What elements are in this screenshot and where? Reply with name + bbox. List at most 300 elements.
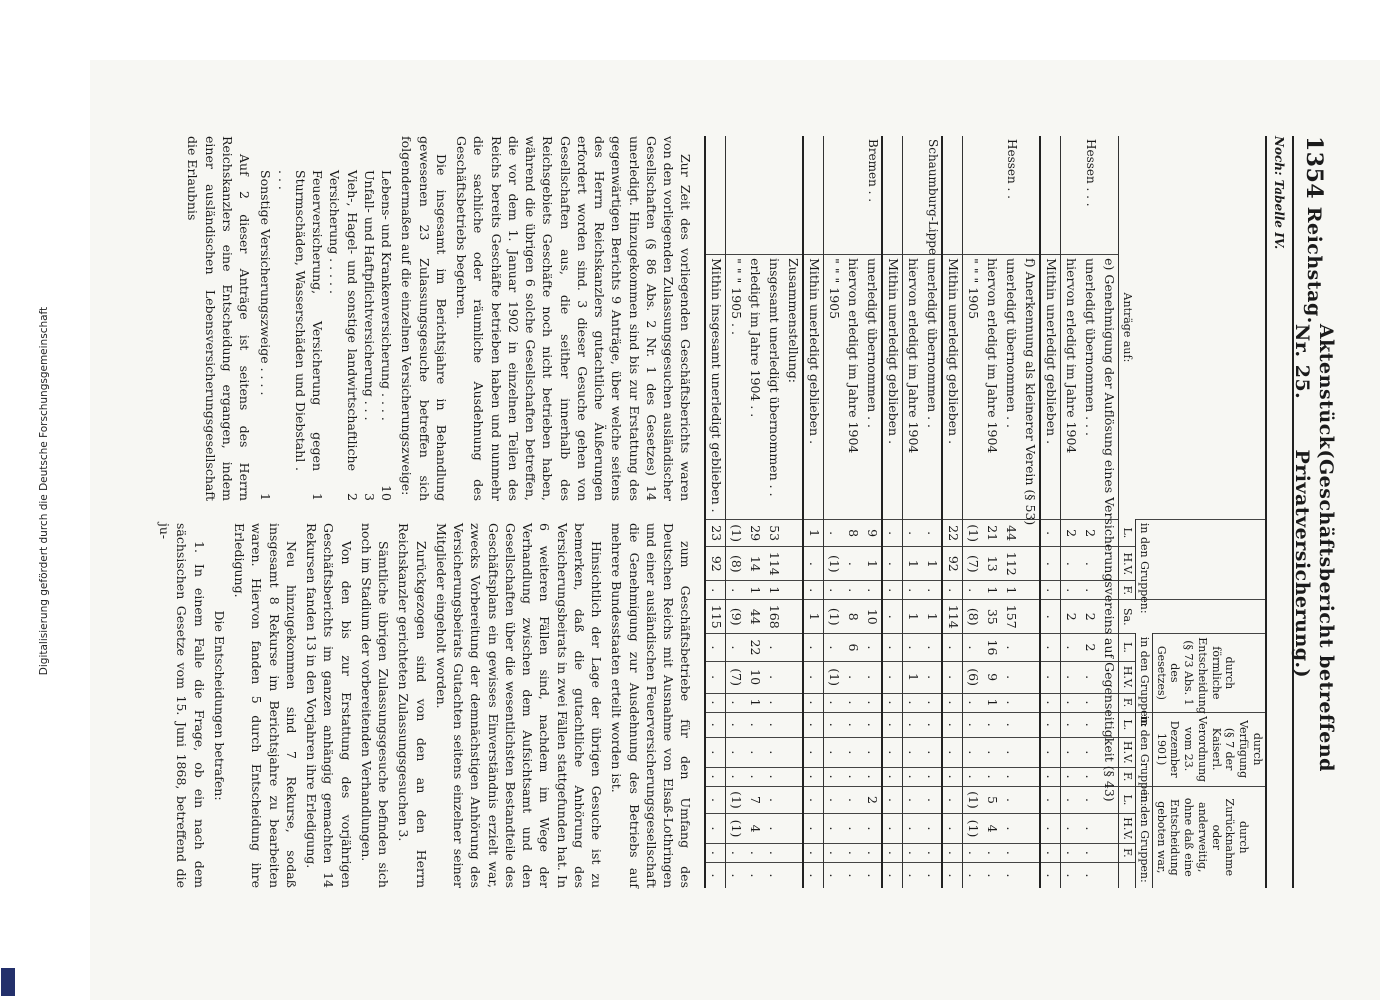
sub-label-extra [1119,862,1136,888]
value-cell: . [1041,786,1062,814]
paragraph: Neu hinzugekommen sind 7 Rekurse, sodaß insgesamt 8 Rekurse im Berichtsjahre zu bearbeiten waren. Hiervon fanden 5 durch Entscheidung ihre Erledigung. [232,523,299,888]
state-cell [943,136,964,255]
state-cell [726,136,746,255]
value-cell: . [1081,843,1100,862]
value-cell: . [706,712,727,737]
value-cell: . [844,547,863,581]
value-cell [784,661,804,693]
value-cell: . [726,862,746,888]
value-cell: . [1002,862,1021,888]
state-cell [824,136,844,255]
value-cell: . [943,712,964,737]
dfg-logo [1,968,15,996]
value-cell: 115 [706,600,727,634]
value-cell: 9 [983,661,1002,693]
value-cell: . [844,786,863,814]
value-cell: . [824,843,844,862]
value-cell: . [983,843,1002,862]
state-cell [963,136,983,255]
value-cell: 1 [804,600,825,634]
value-cell [784,634,804,662]
row-label: hiervon erledigt im Jahre 1904 [903,255,923,520]
value-cell: . [883,738,904,768]
value-cell: . [903,581,923,600]
value-cell: . [883,634,904,662]
value-cell: (9) [726,600,746,634]
col-group-main: in den Gruppen: [1136,519,1266,599]
value-cell: . [1041,767,1062,786]
table-body [706,136,1120,888]
value-cell: . [1002,712,1021,737]
value-cell: 1 [903,547,923,581]
value-cell: . [1081,738,1100,768]
row-label: hiervon erledigt im Jahre 1904 [1061,255,1081,520]
value-cell: . [824,712,844,737]
value-cell [784,712,804,737]
sub-label: F. [1119,767,1136,786]
value-cell: . [863,712,883,737]
value-cell: . [1081,767,1100,786]
value-cell: . [765,814,784,844]
state-cell [1021,136,1041,255]
table-row [726,136,746,888]
value-cell: . [943,767,964,786]
value-cell: . [1002,738,1021,768]
value-cell: . [706,634,727,662]
value-cell: . [824,862,844,888]
sub-label: H.V. [1119,814,1136,844]
paragraph: Hinsichtlich der Lage der übrigen Gesuche ist zu bemerken, daß die gutachtliche Anhörung des Versicherungsbeirats in zwei Fällen stattgefunden hat. In 6 weiteren Fällen sind, nachdem im Wege der Verhandlung zwischen dem Aufsichtsamt und den Gesellschaften über die wesentlichsten Bestandteile des Geschäftsplans ein gewisses Einverständnis erzielt war, zwecks Vorbereitung der demnächstigen Anhörung des Versicherungsbeirats Gutachten seitens einzelner seiner Mitglieder eingeholt worden. [434,523,605,888]
value-cell: . [804,547,825,581]
value-cell: 114 [765,547,784,581]
value-cell: . [1002,693,1021,712]
sub-label: H.V. [1119,661,1136,693]
sub-label: H.V. [1119,547,1136,581]
sub-label: H.V. [1119,738,1136,768]
state-cell [706,136,727,255]
value-cell: . [1002,814,1021,844]
value-cell: . [863,843,883,862]
value-cell: 44 [1002,519,1021,547]
value-cell: . [1081,581,1100,600]
value-cell: . [804,581,825,600]
value-cell [784,519,804,547]
value-cell: . [883,862,904,888]
table-row [804,136,825,888]
value-cell: 44 [746,600,765,634]
paragraph: 1. In einem Falle die Frage, ob ein nach dem sächsischen Gesetze vom 15. Juni 1868, betreffend die ju- [157,523,207,888]
value-cell: . [923,843,943,862]
value-cell: . [903,767,923,786]
value-cell [1021,814,1041,844]
row-label: " " " 1905 [824,255,844,520]
row-label: hiervon erledigt im Jahre 1904 [844,255,863,520]
value-cell: . [883,547,904,581]
value-cell: 7 [746,786,765,814]
value-cell [1021,712,1041,737]
value-cell: . [844,693,863,712]
value-cell: . [844,661,863,693]
value-cell [1021,547,1041,581]
value-cell: . [863,693,883,712]
value-cell: . [1061,767,1081,786]
value-cell: 2 [1061,519,1081,547]
value-cell: 1 [746,693,765,712]
value-cell: 112 [1002,547,1021,581]
row-label: Zusammenstellung: [784,255,804,520]
value-cell: . [706,738,727,768]
value-cell: . [883,519,904,547]
table-row [943,136,964,888]
value-cell: (1) [726,519,746,547]
value-cell: . [863,862,883,888]
value-cell: . [1061,634,1081,662]
state-cell [983,136,1002,255]
value-cell [1021,767,1041,786]
sub-label: L. [1119,634,1136,662]
row-label: e) Genehmigung der Auflösung eines Versicherungsvereins auf Gegenseitigkeit (§ 43) [1100,255,1120,520]
state-cell: Hessen . . [1005,139,1020,199]
sub-label: L. [1119,786,1136,814]
value-cell: . [1002,634,1021,662]
value-cell: 168 [765,600,784,634]
row-label: " " " 1905 [963,255,983,520]
state-cell [746,136,765,255]
row-label: Mithin unerledigt geblieben . [1041,255,1062,520]
sub-label: F. [1119,843,1136,862]
row-label: " " " 1905 . . [726,255,746,520]
value-cell: . [1002,786,1021,814]
text-columns [153,136,695,888]
state-cell [804,136,825,255]
value-cell: (7) [726,661,746,693]
col-antraege: Anträge auf: [1119,136,1266,519]
value-cell [784,581,804,600]
value-cell: . [765,712,784,737]
row-label: erledigt im Jahre 1904 . . [746,255,765,520]
value-cell: 8 [844,519,863,547]
running-header [1291,136,1337,888]
value-cell [784,862,804,888]
value-cell: 157 [1002,600,1021,634]
value-cell: 2 [1081,519,1100,547]
value-cell: 2 [863,786,883,814]
value-cell: . [1061,581,1081,600]
value-cell: . [923,738,943,768]
value-cell: . [1061,693,1081,712]
value-cell: (8) [963,600,983,634]
value-cell: . [1061,661,1081,693]
scanned-page [90,60,1380,1000]
value-cell: . [963,843,983,862]
list-item: Lebens- und Krankenversicherung . . . . 10 [379,170,395,501]
row-label: unerledigt übernommen . . . [1081,255,1100,520]
value-cell: . [983,767,1002,786]
value-cell: 1 [923,600,943,634]
state-cell: Schaumburg-Lippe [926,139,941,256]
value-cell: (1) [726,786,746,814]
value-cell: 29 [746,519,765,547]
value-cell: . [765,693,784,712]
value-cell: . [765,738,784,768]
value-cell: . [1081,814,1100,844]
row-label: hiervon erledigt im Jahre 1904 [983,255,1002,520]
value-cell: 2 [1061,600,1081,634]
value-cell [1021,786,1041,814]
value-cell: (1) [726,814,746,844]
value-cell: . [1041,519,1062,547]
table-row [706,136,727,888]
value-cell [1021,843,1041,862]
value-cell: . [903,712,923,737]
value-cell: . [746,767,765,786]
value-cell: . [765,634,784,662]
value-cell: 1 [983,581,1002,600]
value-cell: . [706,661,727,693]
value-cell: . [963,581,983,600]
value-cell: . [706,843,727,862]
value-cell: 22 [746,634,765,662]
value-cell [784,767,804,786]
list-item: Sonstige Versicherungszweige . . . . 1 [258,170,274,501]
value-cell: 4 [746,814,765,844]
value-cell: . [1081,693,1100,712]
paragraph: Sämtliche übrigen Zulassungsgesuche befinden sich noch im Stadium der vorbereitenden Verhandlungen. [359,523,392,888]
value-cell: . [1041,862,1062,888]
value-cell: . [726,843,746,862]
state-cell [883,136,904,255]
value-cell: . [706,786,727,814]
state-cell [903,136,923,255]
value-cell [1021,661,1041,693]
state-cell [1100,136,1120,255]
text-column-right [153,523,695,888]
table-row [883,136,904,888]
value-cell: . [824,693,844,712]
table-row [1100,136,1120,888]
value-cell: . [883,767,904,786]
value-cell: 2 [1081,634,1100,662]
sub-gruppen-1: in den Gruppen: [1136,634,1153,712]
value-cell: . [1041,738,1062,768]
value-cell: 1 [903,600,923,634]
value-cell: . [1061,738,1081,768]
value-cell: 6 [844,634,863,662]
value-cell: . [706,767,727,786]
value-cell: . [943,693,964,712]
header-left: Reichstag. [1302,206,1325,324]
value-cell: . [1041,693,1062,712]
text-column-left [153,136,695,501]
state-cell [784,136,804,255]
value-cell: . [804,738,825,768]
value-cell: . [824,634,844,662]
value-cell: . [963,712,983,737]
value-cell: . [1081,547,1100,581]
value-cell: . [804,814,825,844]
value-cell: 1 [923,547,943,581]
value-cell [784,843,804,862]
value-cell: 92 [943,547,964,581]
value-cell: . [963,634,983,662]
sub-label: F. [1119,693,1136,712]
value-cell: (1) [824,661,844,693]
value-cell: 1 [746,581,765,600]
value-cell: . [746,862,765,888]
value-cell [784,693,804,712]
value-cell: . [844,814,863,844]
value-cell [1021,600,1041,634]
value-cell: . [1061,547,1081,581]
paragraph: Auf 2 dieser Anträge ist seitens des Herrn Reichskanzlers eine Entscheidung ergangen, indem einer ausländischen Lebensversicherungsgesellschaft die Erlaubnis [185,136,253,501]
value-cell: . [804,712,825,737]
value-cell: 35 [983,600,1002,634]
value-cell: 1 [983,693,1002,712]
row-label: Mithin unerledigt geblieben . [883,255,904,520]
value-cell: . [746,712,765,737]
list-item: Unfall- und Haftpflichtversicherung . . . 3 [362,170,377,501]
value-cell [1021,738,1041,768]
value-cell: . [726,581,746,600]
value-cell: 1 [765,581,784,600]
paragraph: zum Geschäftsbetriebe für den Umfang des Deutschen Reichs mit Ausnahme von Elsaß-Lothringen und einer ausländischen Feuerversicherungsgesellschaft die Genehmigung zur Ausdehnung des Betriebs auf mehrere Bundesstaaten erteilt worden ist. [609,523,694,888]
value-cell: . [963,693,983,712]
value-cell: . [726,634,746,662]
table-row [983,136,1002,888]
table-row [963,136,983,888]
value-cell: . [963,862,983,888]
value-cell: . [844,712,863,737]
value-cell: (6) [963,661,983,693]
value-cell: . [923,519,943,547]
value-cell [1100,843,1120,862]
row-label: unerledigt übernommen . . [863,255,883,520]
value-cell [1021,693,1041,712]
sub-label: L. [1119,519,1136,547]
table-row [844,136,863,888]
value-cell: 2 [1081,600,1100,634]
value-cell: 10 [746,661,765,693]
value-cell: . [923,634,943,662]
value-cell: . [923,581,943,600]
value-cell: . [943,581,964,600]
value-cell: . [903,738,923,768]
list-item: Feuerversicherung, Versicherung gegen Sturmschäden, Wasserschäden und Diebstahl . . . . 1 [275,170,326,501]
value-cell: . [903,843,923,862]
value-cell: . [1041,661,1062,693]
value-cell: . [923,814,943,844]
value-cell: . [1041,581,1062,600]
list-item: Vieh-, Hagel- und sonstige landwirtschaftliche Versicherung . . . . . 2 [327,170,360,501]
value-cell: 1 [863,547,883,581]
value-cell: . [863,581,883,600]
sub-label: F. [1119,581,1136,600]
table-row [1021,136,1041,888]
table-subheader: Noch: Tabelle IV. [1272,136,1286,250]
value-cell: . [943,786,964,814]
table-row [1081,136,1100,888]
value-cell: 1 [804,519,825,547]
value-cell: . [1081,862,1100,888]
table-row [863,136,883,888]
value-cell: . [903,786,923,814]
value-cell: . [983,738,1002,768]
table-row [746,136,765,888]
value-cell: . [746,843,765,862]
paragraph: Von den bis zur Erstattung des vorjährigen Geschäftsberichts im ganzen anhängig gemachten 14 Rekursen fanden 13 in den Vorjahren ihre Erledigung. [304,523,354,888]
value-cell: . [903,519,923,547]
value-cell: . [863,661,883,693]
statistics-table [705,136,1268,888]
paragraph: Zurückgezogen sind von den an den Herrn Reichskanzler gerichteten Zulassungsgesuchen 3. [396,523,429,888]
value-cell: . [863,738,883,768]
value-cell: . [983,712,1002,737]
value-cell: . [706,814,727,844]
value-cell: . [943,738,964,768]
value-cell: . [1041,634,1062,662]
value-cell: . [844,581,863,600]
value-cell: . [923,712,943,737]
value-cell: . [824,786,844,814]
value-cell: . [1041,600,1062,634]
sub-gruppen-3: in den Gruppen: [1136,786,1153,888]
col-sa: Sa. [1119,600,1266,634]
value-cell: . [903,862,923,888]
value-cell: . [863,767,883,786]
value-cell: . [706,862,727,888]
value-cell [1021,581,1041,600]
value-cell [784,814,804,844]
paragraph: Zur Zeit des vorliegenden Geschäftsberichts waren von den vorliegenden Zulassungsgesuchen ausländischer Gesellschaften (§ 86 Abs. 2 Nr. 1 des Gesetzes) 14 unerledigt. Hinzugekommen sind bis zur Erstattung des gegenwärtigen Berichts 9 Anträge, über welche seitens des Herrn Reichskanzlers gutachtliche Äußerungen erfordert worden sind. 3 dieser Gesuche gehen von Gesellschaften aus, die seither innerhalb des Reichsgebiets Geschäfte noch nicht betrieben haben, während die übrigen 6 solche Gesellschaften betreffen, die vor dem 1. Januar 1902 in einzelnen Teilen des Reichs bereits Geschäfte betrieben haben und nunmehr die sachliche oder räumliche Ausdehnung des Geschäftsbetriebs begehren. [454,136,694,501]
value-cell: . [765,767,784,786]
state-cell [1041,136,1062,255]
value-cell: . [923,767,943,786]
row-label: insgesamt unerledigt übernommen . . [765,255,784,520]
value-cell: . [1061,843,1081,862]
table-row [1041,136,1062,888]
value-cell: . [1081,786,1100,814]
value-cell: . [1081,712,1100,737]
value-cell: 8 [844,600,863,634]
paragraph: Die Entscheidungen betrafen: [212,610,227,801]
value-cell: . [1041,712,1062,737]
value-cell: . [943,814,964,844]
value-cell [784,738,804,768]
value-cell: . [883,693,904,712]
value-cell: . [804,862,825,888]
value-cell: . [726,712,746,737]
value-cell: 5 [983,786,1002,814]
value-cell: . [824,767,844,786]
value-cell: 114 [943,600,964,634]
col-group-foermlich: durch förmliche Entscheidung (§ 73 Abs. 1 des Gesetzes) [1153,634,1267,712]
value-cell: . [804,661,825,693]
value-cell: . [1002,661,1021,693]
value-cell: (1) [824,547,844,581]
value-cell: 13 [983,547,1002,581]
value-cell: 92 [706,547,727,581]
value-cell [784,547,804,581]
state-cell [1061,136,1081,255]
table-row [765,136,784,888]
value-cell: (8) [726,547,746,581]
value-cell: . [726,693,746,712]
value-cell: . [943,862,964,888]
value-cell: . [844,862,863,888]
value-cell: (7) [963,547,983,581]
value-cell: . [923,786,943,814]
value-cell: . [883,581,904,600]
